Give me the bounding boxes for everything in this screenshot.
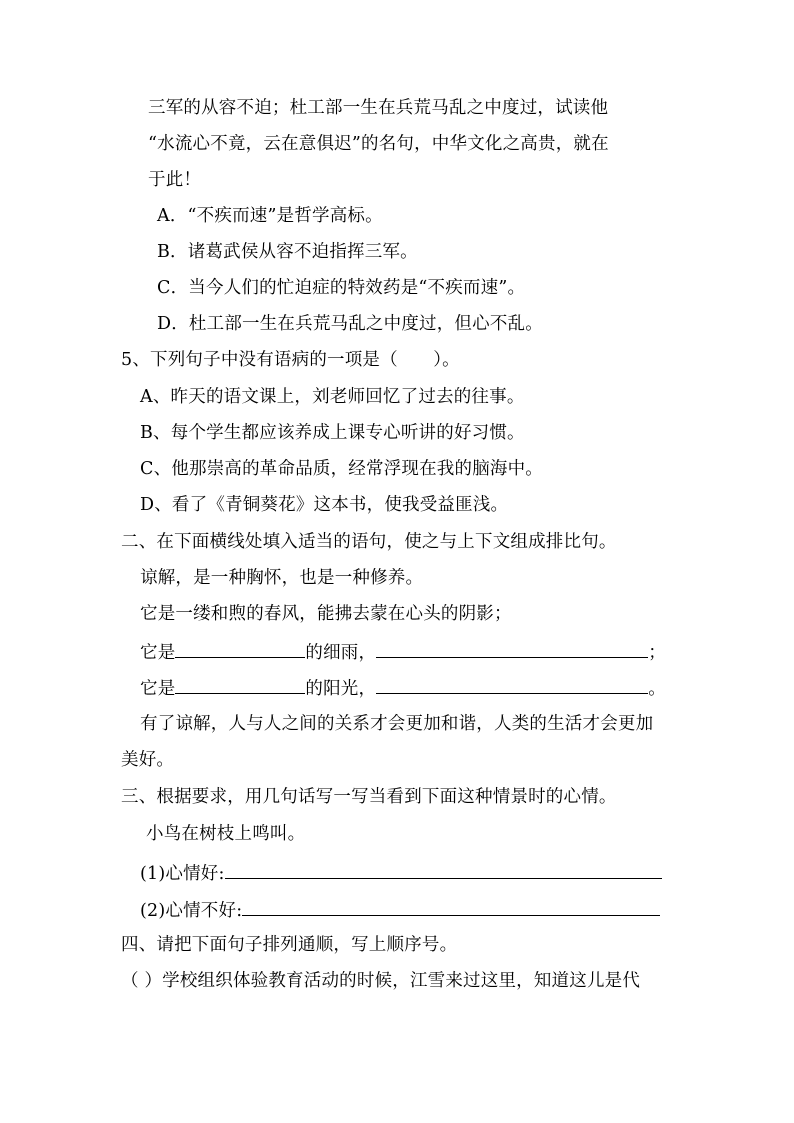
q4-option-a: A．“不疾而速”是哲学高标。 [157, 206, 383, 226]
q4-option-d: D．杜工部一生在兵荒马乱之中度过，但心不乱。 [157, 314, 543, 334]
section-2-line-5: 有了谅解，人与人之间的关系才会更加和谐，人类的生活才会更加 [140, 714, 654, 734]
q5-option-b: B、每个学生都应该养成上课专心听讲的好习惯。 [140, 423, 525, 443]
q5-option-c: C、他那崇高的革命品质，经常浮现在我的脑海中。 [140, 459, 543, 479]
mood-bad-line [140, 897, 660, 923]
q5-option-d: D、看了《青铜葵花》这本书，使我受益匪浅。 [140, 495, 509, 515]
section-4-title: 四、请把下面句子排列通顺，写上顺序号。 [121, 935, 458, 955]
passage-line-3: 于此！ [148, 170, 202, 190]
fill-2-middle: 的阳光， [305, 679, 377, 699]
section-3-title: 三、根据要求，用几句话写一写当看到下面这种情景时的心情。 [121, 787, 617, 807]
section-4-item-1: （ ）学校组织体验教育活动的时候，江雪来过这里，知道这儿是代 [121, 971, 641, 991]
fill-2-end: 。 [648, 679, 666, 699]
mood-good-line [140, 860, 662, 886]
q5-stem: 5、下列句子中没有语病的一项是（ ）。 [121, 350, 460, 370]
fill-1-prefix: 它是 [140, 643, 176, 663]
fill-1-middle: 的细雨， [305, 643, 377, 663]
section-2-line-6: 美好。 [121, 750, 175, 770]
section-2-fill-line-2 [140, 675, 666, 701]
q4-option-b: B．诸葛武侯从容不迫指挥三军。 [157, 242, 418, 262]
section-2-line-1: 谅解，是一种胸怀，也是一种修养。 [140, 568, 424, 588]
mood-good-label: (1)心情好: [140, 864, 225, 884]
fill-1-blank-a[interactable] [175, 639, 305, 658]
section-2-title: 二、在下面横线处填入适当的语句，使之与上下文组成排比句。 [121, 532, 617, 552]
passage-line-1: 三军的从容不迫；杜工部一生在兵荒马乱之中度过，试读他 [148, 98, 609, 118]
fill-1-end: ； [648, 643, 666, 663]
mood-bad-label: (2)心情不好: [140, 901, 243, 921]
mood-bad-blank[interactable] [242, 897, 660, 916]
mood-good-blank[interactable] [225, 860, 662, 879]
section-2-line-2: 它是一缕和煦的春风，能拂去蒙在心头的阴影； [140, 604, 512, 624]
fill-2-blank-b[interactable] [376, 675, 648, 694]
q4-option-c: C．当今人们的忙迫症的特效药是“不疾而速”。 [157, 278, 526, 298]
fill-2-prefix: 它是 [140, 679, 176, 699]
passage-line-2: “水流心不竟，云在意俱迟”的名句，中华文化之高贵，就在 [148, 134, 609, 154]
q5-option-a: A、昨天的语文课上，刘老师回忆了过去的往事。 [140, 387, 525, 407]
section-3-scene: 小鸟在树枝上鸣叫。 [146, 824, 306, 844]
fill-2-blank-a[interactable] [175, 675, 305, 694]
section-2-fill-line-1 [140, 639, 666, 665]
fill-1-blank-b[interactable] [376, 639, 648, 658]
